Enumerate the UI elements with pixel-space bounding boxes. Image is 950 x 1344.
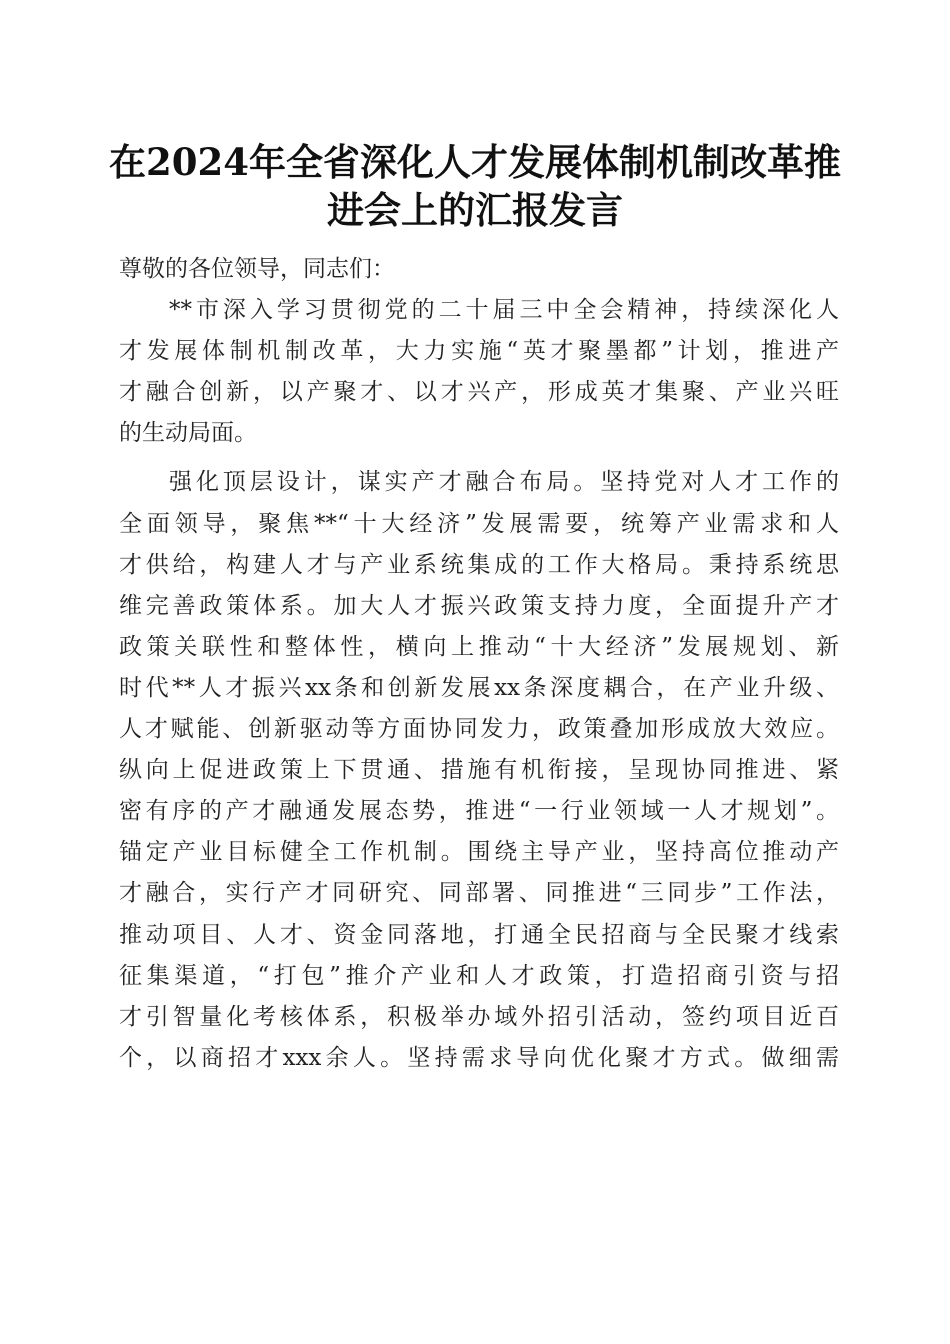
paragraph-intro	[119, 290, 839, 454]
paragraph-spacer	[119, 454, 839, 462]
paragraph-line: 强化顶层设计，谋实产才融合布局。坚持党对人才工作的	[169, 469, 839, 496]
paragraph-line: 密有序的产才融通发展态势，推进“一行业领域一人才规划”。	[119, 798, 839, 825]
paragraph-line: **市深入学习贯彻党的二十届三中全会精神，持续深化人	[169, 297, 839, 324]
paragraph-line: 政策关联性和整体性，横向上推动“十大经济”发展规划、新	[119, 633, 839, 660]
paragraph-top-level-design	[119, 462, 839, 1078]
paragraph-line: 才融合，实行产才同研究、同部署、同推进“三同步”工作法，	[119, 880, 839, 907]
paragraph-line: 才引智量化考核体系，积极举办域外招引活动，签约项目近百	[119, 1003, 839, 1030]
paragraph-line: 个，以商招才xxx余人。坚持需求导向优化聚才方式。做细需	[119, 1044, 839, 1071]
paragraph-line: 人才赋能、创新驱动等方面协同发力，政策叠加形成放大效应。	[119, 716, 839, 743]
paragraph-line: 才融合创新，以产聚才、以才兴产，形成英才集聚、产业兴旺	[119, 379, 839, 406]
paragraph-line: 纵向上促进政策上下贯通、措施有机衔接，呈现协同推进、紧	[119, 757, 839, 784]
paragraph-line: 锚定产业目标健全工作机制。围绕主导产业，坚持高位推动产	[119, 839, 839, 866]
paragraph-line: 推动项目、人才、资金同落地，打通全民招商与全民聚才线索	[119, 921, 839, 948]
paragraph-line: 才发展体制机制改革，大力实施“英才聚墨都”计划，推进产	[119, 338, 839, 365]
paragraph-line: 维完善政策体系。加大人才振兴政策支持力度，全面提升产才	[119, 592, 839, 619]
paragraph-line: 全面领导，聚焦**“十大经济”发展需要，统筹产业需求和人	[119, 510, 839, 537]
paragraph-line: 的生动局面。	[119, 420, 257, 447]
salutation: 尊敬的各位领导，同志们：	[119, 256, 395, 282]
document-body	[119, 249, 839, 1079]
paragraph-line: 才供给，构建人才与产业系统集成的工作大格局。秉持系统思	[119, 551, 839, 578]
title-line: 进会上的汇报发言	[327, 188, 623, 232]
paragraph-line: 时代**人才振兴xx条和创新发展xx条深度耦合，在产业升级、	[119, 674, 839, 701]
document-title	[100, 138, 850, 234]
title-line: 在2024年全省深化人才发展体制机制改革推	[109, 140, 841, 184]
paragraph-line: 征集渠道，“打包”推介产业和人才政策，打造招商引资与招	[119, 962, 839, 989]
